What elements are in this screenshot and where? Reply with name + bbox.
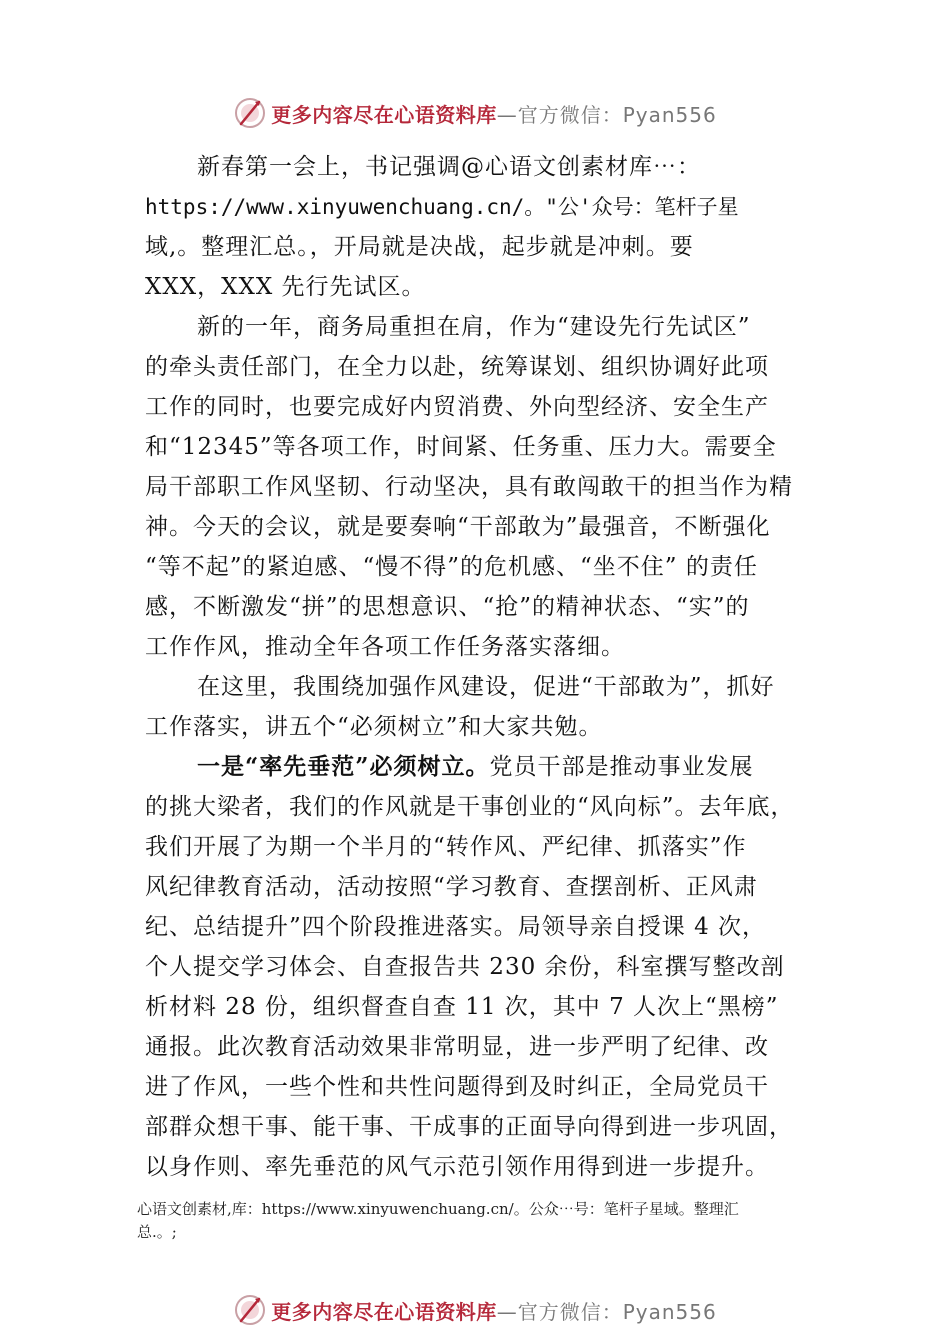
paragraph-line: 风纪律教育活动，活动按照“学习教育、查摆剖析、正风肃 <box>145 874 758 900</box>
paragraph-line: 工作作风，推动全年各项工作任务落实落细。 <box>145 634 625 660</box>
paragraph-line: 纪、总结提升”四个阶段推进落实。局领导亲自授课 4 次， <box>145 914 767 940</box>
paragraph-line: 工作落实，讲五个“必须树立”和大家共勉。 <box>145 714 603 740</box>
paragraph-line: 在这里，我围绕加强作风建设，促进“干部敢为”，抓好 <box>197 674 775 700</box>
banner-red-text: 更多内容尽在心语资料库 <box>271 102 497 127</box>
banner-wechat-text: —官方微信：Pyan556 <box>496 1299 717 1324</box>
url-text: https://www.xinyuwenchuang.cn/。"公'众号：笔杆子星 <box>145 195 739 219</box>
paragraph-line: 新的一年，商务局重担在肩，作为“建设先行先试区” <box>197 314 751 340</box>
paragraph-text: 党员干部是推动事业发展 <box>489 754 754 780</box>
paragraph-line: 感，不断激发“拼”的思想意识、“抢”的精神状态、“实”的 <box>145 594 750 620</box>
paragraph-line: 以身作则、率先垂范的风气示范引领作用得到进一步提升。 <box>145 1154 769 1180</box>
document-body <box>145 147 835 1187</box>
paragraph-line: 神。今天的会议，就是要奏响“干部敢为”最强音，不断强化 <box>145 514 771 540</box>
brand-logo-icon <box>233 96 267 130</box>
paragraph-line: 通报。此次教育活动效果非常明显，进一步严明了纪律、改 <box>145 1034 769 1060</box>
footnote-line: 总.。; <box>137 1223 177 1241</box>
paragraph-line: 我们开展了为期一个半月的“转作风、严纪律、抓落实”作 <box>145 834 747 860</box>
paragraph-line: 析材料 28 份，组织督查自查 11 次，其中 7 人次上“黑榜” <box>145 994 779 1020</box>
paragraph-line <box>145 187 835 227</box>
paragraph-line: 的牵头责任部门，在全力以赴，统筹谋划、组织协调好此项 <box>145 354 769 380</box>
paragraph-line: 新春第一会上，书记强调@心语文创素材库⋯： <box>197 154 701 180</box>
paragraph-line <box>145 747 835 787</box>
paragraph-line: 域,。整理汇总。，开局就是决战，起步就是冲刺。要 <box>145 234 694 260</box>
paragraph-line: 工作的同时，也要完成好内贸消费、外向型经济、安全生产 <box>145 394 769 420</box>
banner-wechat-text: —官方微信：Pyan556 <box>496 102 717 127</box>
footer-banner <box>0 1290 950 1330</box>
paragraph-line: 和“12345”等各项工作，时间紧、任务重、压力大。需要全 <box>145 434 777 460</box>
brand-logo-icon <box>233 1293 267 1327</box>
paragraph-line: 个人提交学习体会、自查报告共 230 余份，科室撰写整改剖 <box>145 954 785 980</box>
paragraph-line: 局干部职工作风坚韧、行动坚决，具有敢闯敢干的担当作为精 <box>145 474 793 500</box>
paragraph-line: 部群众想干事、能干事、干成事的正面导向得到进一步巩固， <box>145 1114 793 1140</box>
header-banner <box>0 93 950 133</box>
paragraph-line: 的挑大梁者，我们的作风就是干事创业的“风向标”。去年底， <box>145 794 795 820</box>
banner-red-text: 更多内容尽在心语资料库 <box>271 1299 497 1324</box>
paragraph-line: XXX，XXX 先行先试区。 <box>145 274 426 300</box>
paragraph-line: “等不起”的紧迫感、“慢不得”的危机感、“坐不住” 的责任 <box>145 554 758 580</box>
section-heading: 一是“率先垂范”必须树立。 <box>197 753 490 780</box>
footnote-line: 心语文创素材,库：https://www.xinyuwenchuang.cn/。公众⋯号：笔杆子星域。整理汇 <box>137 1200 739 1218</box>
paragraph-line: 进了作风，一些个性和共性问题得到及时纠正，全局党员干 <box>145 1074 769 1100</box>
footnote <box>137 1198 827 1244</box>
